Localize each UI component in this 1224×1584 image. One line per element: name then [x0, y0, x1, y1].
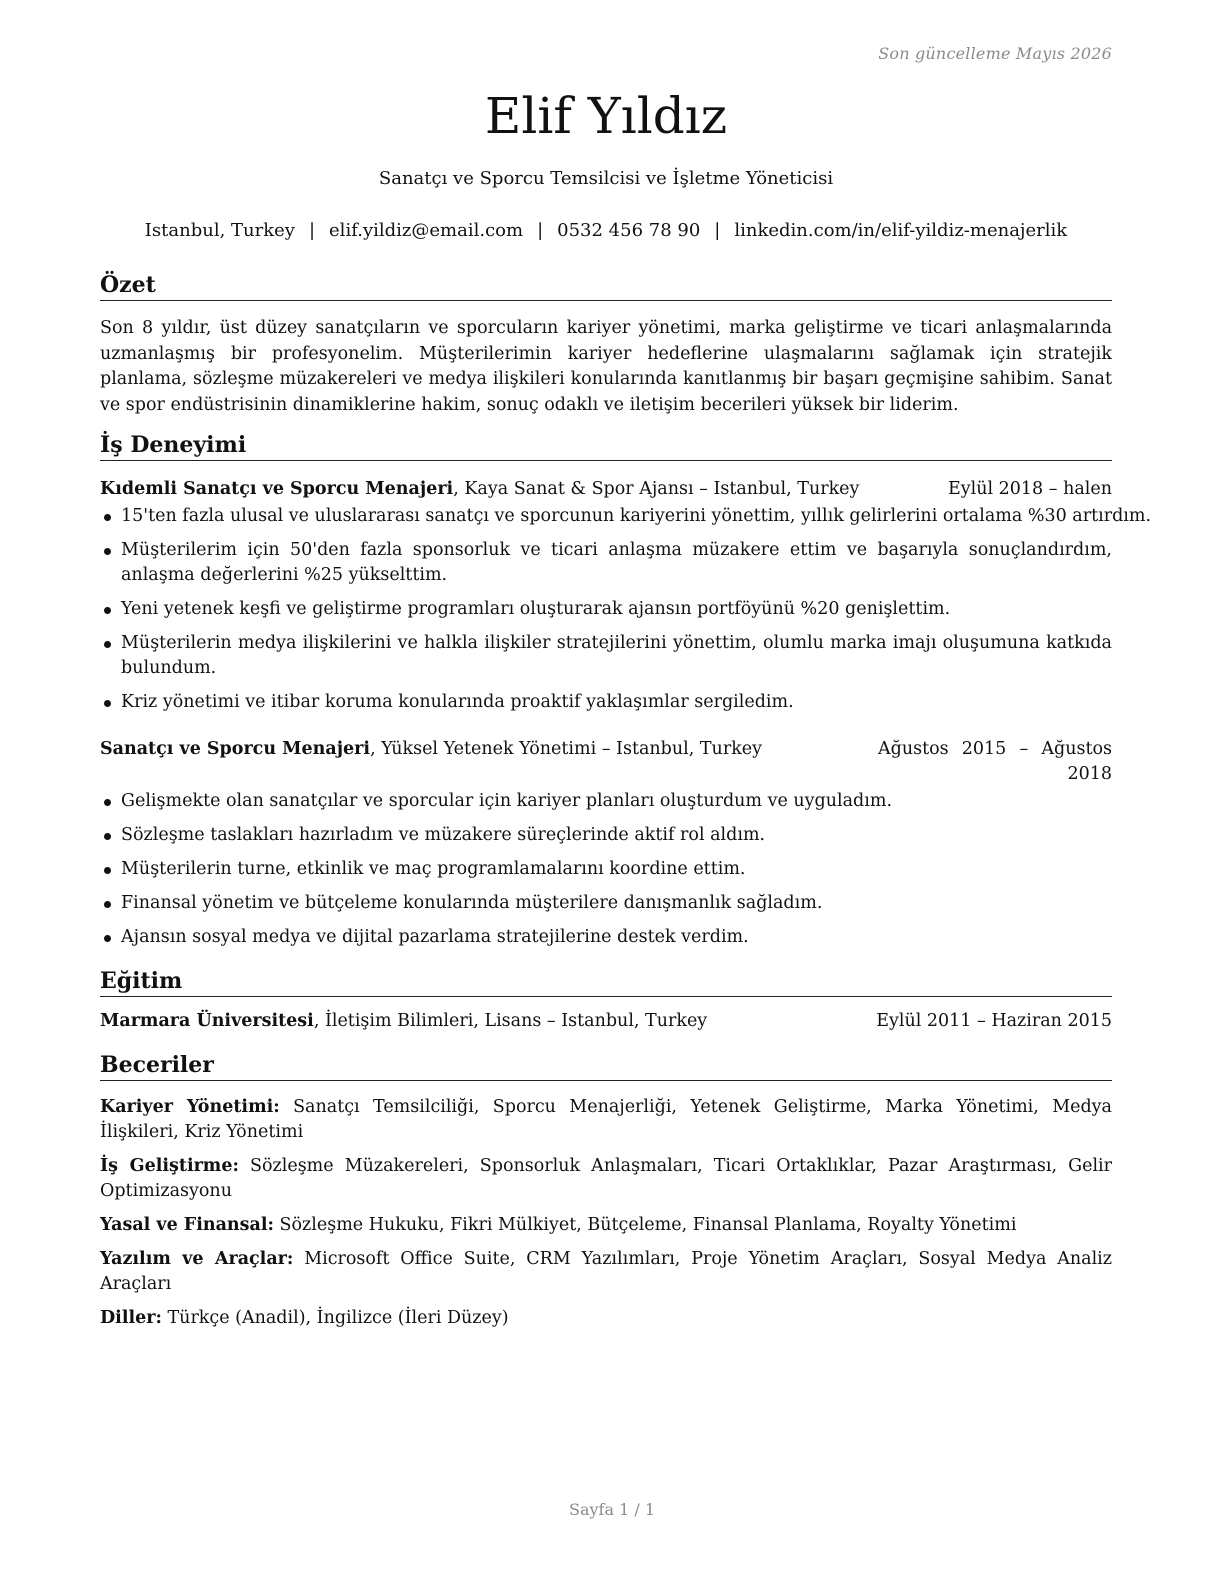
contact-phone[interactable]: 0532 456 78 90	[557, 220, 701, 241]
list-item: Müşterilerin turne, etkinlik ve maç programlamalarını koordine ettim.	[100, 857, 1112, 882]
section-heading: İş Deneyimi	[100, 432, 1112, 461]
list-item: Kriz yönetimi ve itibar koruma konularında proaktif yaklaşımlar sergiledim.	[100, 690, 1112, 715]
contact-separator: |	[537, 220, 544, 241]
section-heading: Beceriler	[100, 1052, 1112, 1081]
education-section	[100, 968, 1112, 1034]
resume-page	[100, 0, 1152, 1584]
skill-label: Yazılım ve Araçlar:	[100, 1249, 294, 1269]
skill-label: Yasal ve Finansal:	[100, 1215, 274, 1235]
list-item: Yeni yetenek keşfi ve geliştirme programları oluşturarak ajansın portföyünü %20 genişlettim.	[100, 597, 1112, 622]
skill-row	[100, 1154, 1112, 1204]
list-item: Müşterilerim için 50'den fazla sponsorluk ve ticari anlaşma müzakere ettim ve başarıyla sonuçlandırdım, anlaşma değerlerini %25 yükselttim.	[100, 538, 1112, 588]
summary-section	[100, 272, 1112, 418]
list-item: Finansal yönetim ve bütçeleme konularında müşterilere danışmanlık sağladım.	[100, 891, 1112, 916]
education-entry	[100, 1009, 1112, 1034]
contact-location: Istanbul, Turkey	[144, 220, 295, 241]
experience-section	[100, 432, 1152, 959]
skill-label: Diller:	[100, 1308, 162, 1328]
job-bullets	[100, 504, 1152, 715]
skills-list	[100, 1095, 1112, 1331]
job-bullets	[100, 789, 1112, 950]
skills-section	[100, 1052, 1112, 1340]
skill-value: Microsoft Office Suite, CRM Yazılımları, Proje Yönetim Araçları, Sosyal Medya Analiz Araçları	[100, 1249, 1112, 1294]
education-dates: Eylül 2011 – Haziran 2015	[876, 1011, 1112, 1031]
skill-label: İş Geliştirme:	[100, 1156, 239, 1176]
job-dates: Ağustos 2015 – Ağustos 2018	[878, 739, 1112, 784]
skill-value: Türkçe (Anadil), İngilizce (İleri Düzey)	[161, 1308, 509, 1328]
education-title-line	[100, 1009, 707, 1034]
job-entry	[100, 737, 1112, 950]
contact-separator: |	[714, 220, 721, 241]
job-title-line	[100, 737, 762, 787]
contact-email[interactable]: elif.yildiz@email.com	[329, 220, 524, 241]
job-dates: Eylül 2018 – halen	[947, 479, 1112, 499]
job-role: Sanatçı ve Sporcu Menajeri	[100, 739, 371, 759]
summary-text: Son 8 yıldır, üst düzey sanatçıların ve sporcuların kariyer yönetimi, marka geliştirme ve ticari anlaşmalarında uzmanlaşmış bir profesyonelim. Müşterilerimin kariyer hedeflerine ulaşmalarını sağlamak için stratejik planlama, sözleşme müzakereleri ve medya ilişkileri konularında kanıtlanmış bir başarı geçmişine sahibim. Sanat ve spor endüstrisinin dinamiklerine hakim, sonuç odaklı ve iletişim becerileri yüksek bir liderim.	[100, 318, 1112, 415]
contact-line	[100, 220, 1112, 242]
contact-linkedin[interactable]: linkedin.com/in/elif-yildiz-menajerlik	[734, 220, 1068, 241]
job-header	[100, 737, 1112, 787]
last-updated: Son güncelleme Mayıs 2026	[878, 44, 1112, 63]
skill-row	[100, 1213, 1112, 1238]
list-item: Ajansın sosyal medya ve dijital pazarlama stratejilerine destek verdim.	[100, 925, 1112, 950]
contact-separator: |	[308, 220, 316, 241]
job-company: , Kaya Sanat & Spor Ajansı – Istanbul, Turkey	[453, 479, 860, 499]
skill-row	[100, 1095, 1112, 1145]
job-title-line	[100, 477, 859, 502]
education-details: , İletişim Bilimleri, Lisans – Istanbul, Turkey	[313, 1011, 708, 1031]
job-role: Kıdemli Sanatçı ve Sporcu Menajeri	[100, 479, 454, 499]
list-item: Müşterilerin medya ilişkilerini ve halkla ilişkiler stratejilerini yönettim, olumlu marka imajı oluşumuna katkıda bulundum.	[100, 631, 1112, 681]
candidate-name: Elif Yıldız	[484, 87, 728, 145]
list-item: Gelişmekte olan sanatçılar ve sporcular için kariyer planları oluşturdum ve uyguladım.	[100, 789, 1112, 814]
skill-row	[100, 1247, 1112, 1297]
job-company: , Yüksel Yetenek Yönetimi – Istanbul, Turkey	[370, 739, 763, 759]
job-header	[100, 477, 1112, 502]
job-entry	[100, 477, 1152, 715]
candidate-title: Sanatçı ve Sporcu Temsilcisi ve İşletme Yöneticisi	[378, 168, 834, 189]
section-heading: Eğitim	[100, 968, 1112, 997]
skill-value: Sözleşme Hukuku, Fikri Mülkiyet, Bütçeleme, Finansal Planlama, Royalty Yönetimi	[273, 1215, 1017, 1235]
skill-value: Sanatçı Temsilciliği, Sporcu Menajerliği, Yetenek Geliştirme, Marka Yönetimi, Medya İlişkileri, Kriz Yönetimi	[100, 1097, 1112, 1142]
skill-value: Sözleşme Müzakereleri, Sponsorluk Anlaşmaları, Ticari Ortaklıklar, Pazar Araştırması, Gelir Optimizasyonu	[100, 1156, 1113, 1201]
skill-label: Kariyer Yönetimi:	[100, 1097, 280, 1117]
section-heading: Özet	[100, 272, 1112, 301]
page-footer: Sayfa 1 / 1	[568, 1500, 655, 1519]
school-name: Marmara Üniversitesi	[100, 1011, 314, 1031]
list-item: Sözleşme taslakları hazırladım ve müzakere süreçlerinde aktif rol aldım.	[100, 823, 1112, 848]
list-item: 15'ten fazla ulusal ve uluslararası sanatçı ve sporcunun kariyerini yönettim, yıllık gelirlerini ortalama %30 artırdım.	[100, 504, 1112, 529]
skill-row	[100, 1306, 1112, 1331]
